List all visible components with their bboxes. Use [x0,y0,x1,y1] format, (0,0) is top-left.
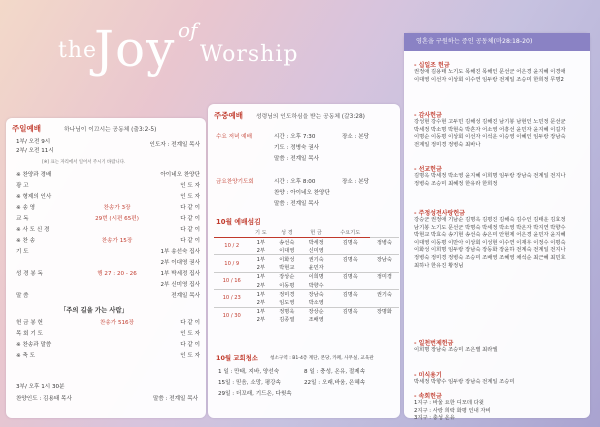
service-item-label: 교 독 [16,216,29,222]
sunday-title: 주일예배 [12,124,41,133]
wednesday-sermon: 말씀 : 전계일 목사 [274,156,320,162]
service-item-label: ※ 축 도 [16,353,36,359]
table-cell [370,281,399,290]
table-cell: 장상순 [272,272,301,281]
table-header-cell: 수요기도 [331,228,370,238]
october-service-title: 10월 예배섬김 [216,218,261,226]
table-cell: 정미경 [370,272,399,281]
service-item [12,247,202,256]
offering-panel [404,33,590,422]
service-item [12,351,202,360]
table-row [214,290,399,299]
service-item-leader: 다 같 이 [180,238,200,244]
table-cell: 임도영 [279,299,295,306]
table-cell: 신미영 [308,247,324,254]
service-item-label: ※ 찬 송 [16,238,36,244]
service-item-detail: 29번 (시편 65편) [95,216,139,222]
table-cell [370,316,399,324]
service-item [12,258,202,267]
table-cell: 조배영 [308,317,324,324]
service-item-leader: 인 도 자 [180,183,200,189]
service-item-label: ※ 찬송과 말씀 [16,342,52,348]
service-item-leader: 1부 박세정 집사 [160,271,200,277]
service-item [12,318,202,327]
table-cell [370,264,399,273]
cleaning-29: 29일 : 더꼬래, 기드온, 다윗속 [218,391,292,397]
offering-section-names: 김명옥 박세정 박소영 윤지혜 이희명 임두랑 장남숙 전계일 전지나 정병숙 조승미 최혜정 한유라 한희정 [414,173,566,187]
offering-section-names: 강성현 강수현 고두민 김해성 김해진 남기봉 남현인 노민정 문선균 박세정 박소명 박현숙 박흔자 어소영 어흥선 윤민자 윤지혜 이길자 이명순 이동평 이상회 이선자 이석운 이승영 이혜인 임두랑 장남숙 전계일 정미경 정병숙 최바나 [414,119,566,148]
table-cell: 2부 [256,299,265,306]
service-item [12,214,202,223]
offering-section-title: - 속회헌금 [414,393,442,400]
service-item-leader: 인 도 자 [180,353,200,359]
table-cell: 1부 [249,307,272,316]
service-item-leader: 다 같 이 [180,227,200,233]
table-cell: 1부 [249,272,272,281]
service-item-leader: 아이네오 찬양단 [160,172,200,178]
table-cell [331,316,370,324]
service-item-leader: 1부 송선숙 집사 [160,249,200,255]
table-cell: 김명옥 [331,272,370,281]
service-item-leader: 다 같 이 [180,216,200,222]
offering-section-title: - 미식용기 [414,372,442,379]
table-row [214,238,399,247]
service-item-leader: 다 같 이 [180,342,200,348]
offering-section-names: 이희명 장남숙 조승미 조은별 최라엘 [414,347,498,353]
service-date: 10 / 23 [214,290,249,307]
youth-service-time: 3부/ 오후 1시 30분 [16,384,65,390]
offering-section-title: - 십일조 헌금 [414,62,450,69]
service-item [12,329,202,338]
friday-sermon: 말씀 : 전계일 목사 [274,201,320,207]
table-cell: 2부 [256,282,265,289]
service-item [12,225,202,234]
cleaning-22: 22일 : 오래,바움, 은혜속 [304,380,366,386]
sunday-leader: 인도자 : 전계일 목사 [149,142,200,148]
service-item [12,291,202,300]
wednesday-prayer: 기도 : 정병숙 권사 [274,145,320,151]
table-cell [331,264,370,273]
service-date: 10 / 2 [214,238,249,255]
table-cell: 김명옥 [331,238,370,247]
table-cell: 윤민자 [308,265,324,272]
cleaning-1: 1 일 : 만태, 지바, 양선숙 [218,369,280,375]
cleaning-15: 15일 : 믿음, 소망, 평강속 [218,380,281,386]
table-header-cell [214,228,249,238]
service-item-label: 목 회 기 도 [16,331,43,337]
service-item-detail: 찬송가 516장 [99,320,135,326]
sunday-subtitle: 하나님이 이끄시는 공동체 (출3:2-5) [64,127,157,133]
table-cell: 김종열 [279,317,295,324]
service-item [12,181,202,190]
service-item-label: ※ 사 도 신 경 [16,227,50,233]
october-service-table [214,228,399,324]
table-cell: 김명옥 [331,255,370,264]
cleaning-area: 청소구역 : B1-4층 계단, 본당, 카페, 사무실, 교육관 [270,356,374,361]
table-cell: 박소영 [308,299,324,306]
table-row [214,272,399,281]
offering-section-names: 박세정 박향수 임두랑 장남숙 전계일 조승미 [414,379,515,385]
service-item-label: 헌 금 봉 헌 [16,320,43,326]
service-item-detail: 찬송가 15장 [101,238,133,244]
service-item-detail: 찬송가 3장 [103,205,131,211]
weekday-subtitle: 성령님의 인도하심을 받는 공동체 (갈3:28) [256,114,365,120]
sermon-title: 「주의 길을 가는 사람」 [60,307,128,314]
table-cell [331,298,370,307]
table-cell: 장상순 [301,307,330,316]
offering-section-title: - 일천번제헌금 [414,340,454,347]
table-cell: 송선숙 [272,238,301,247]
service-item-leader: 전계일 목사 [171,293,200,299]
table-cell: 김명옥 [331,290,370,299]
service-item [12,192,202,201]
table-cell: 장명화 [370,307,399,316]
title-of: of [178,18,198,42]
service-item-leader: 다 같 이 [180,320,200,326]
service-item [12,280,202,289]
service-date: 10 / 9 [214,255,249,272]
table-cell: 이희명 [301,272,330,281]
table-cell: 김명옥 [331,307,370,316]
service-item-leader: 2부 이대영 권사 [160,260,200,266]
service-item-label: ※ 형제의 인사 [16,194,52,200]
table-cell: 정명욱 [272,307,301,316]
table-cell: 장남숙 [301,290,330,299]
table-cell: 박세정 [301,238,330,247]
table-cell: 장남숙 [370,255,399,264]
service-item [12,170,202,179]
sunday-worship-panel [6,118,206,418]
service-item [12,269,202,278]
wednesday-place: 장소 : 본당 [342,134,370,140]
table-cell: 박현교 [279,265,295,272]
service-date: 10 / 30 [214,307,249,324]
friday-praise: 찬양 : 아이네오 찬양단 [274,190,330,196]
table-cell: 정병숙 [370,238,399,247]
table-cell: 2부 [256,317,265,324]
service-item-leader: 인 도 자 [180,331,200,337]
service-item [12,340,202,349]
table-cell [331,281,370,290]
offering-section-names: 강승군 권정애 기남순 김명옥 김평진 김해숙 김수인 김태운 김효정 남기봉 노기도 문선군 박명숙 박세정 박소영 박온자 박지연 박향수 박현교 박효숙 송기현 송선숙 송은미 안현제 어은경 윤민자 윤지혜 이대영 이동평 이만아 이상회 이성현 이수연 이재우 이정수 이평숙 이화성 이희명 임두랑 장남숙 장동화 장윤하 전계숙 전계일 전지나 정병숙 정미경 정병숙 조승미 조배영 조혜영 채석순 최근혜 최민호 최하나 한유진 황정님 [414,217,566,269]
table-cell: 이대영 [279,247,295,254]
service-item-leader: 인 도 자 [180,194,200,200]
service-time-2: 2부/ 오전 11시 [16,148,54,154]
cleaning-title: 10월 교회청소 [216,354,258,362]
service-item-leader: 2부 신미영 집사 [160,282,200,288]
table-header-cell: 성 경 [272,228,301,238]
youth-preacher: 말씀 : 전계일 목사 [152,396,198,402]
table-cell: 박향수 [308,282,324,289]
weekday-worship-panel [208,104,400,418]
service-item-label: 광 고 [16,183,29,189]
offering-section-names: 권정애 김용태 노기도 목해진 목해인 문선군 어은경 윤지혜 이경애 이대영 이선자 이상회 이수연 임두랑 전계일 조승미 한희정 무명2 [414,69,566,83]
table-cell [331,246,370,255]
service-item-label: 말 씀 [16,293,29,299]
wednesday-time: 시간 : 오후 7:30 [274,134,316,140]
service-item-label: ※ 송 영 [16,205,36,211]
service-item-leader: 다 같 이 [180,205,200,211]
table-cell: 1부 [249,290,272,299]
table-row [214,255,399,264]
table-header-cell: 헌 금 [301,228,330,238]
friday-label: 금요찬양기도회 [216,179,254,185]
table-cell: 1부 [249,238,272,247]
service-item-label: 성 경 봉 독 [16,271,43,277]
weekday-title: 주중예배 [214,111,243,120]
service-item [12,236,202,245]
title-joy: Joy [94,20,176,78]
table-cell: 2부 [256,247,265,254]
friday-time: 시간 : 오후 8:00 [274,179,316,185]
title-worship: Worship [200,42,299,67]
standing-note: [※] 표는 자리에서 일어서 주시기 바랍니다. [42,160,126,165]
offering-section-title: - 주정성전사랑헌금 [414,210,465,217]
service-item-label: 기 도 [16,249,29,255]
offering-section-names: 1지구 : 바울 요한 디모데 다윗 2지구 : 사랑 희락 화평 인내 자비 3지구 : 충성 온유 [414,400,491,422]
table-row [214,307,399,316]
table-cell: 이화성 [272,255,301,264]
service-item [12,203,202,212]
table-cell: 2부 [256,265,265,272]
offering-section-title: - 선교헌금 [414,166,442,173]
wednesday-label: 수요 저녁 예배 [216,134,252,140]
table-cell [370,246,399,255]
service-item-detail: 행 27 : 20 - 26 [97,271,137,277]
cleaning-8: 8 일 : 충성, 온유, 절제속 [304,369,366,375]
friday-place: 장소 : 본당 [342,179,370,185]
table-cell: 이동평 [279,282,295,289]
offering-section-title: - 감사헌금 [414,112,442,119]
table-header-cell: 기 도 [249,228,272,238]
table-cell [370,298,399,307]
service-time-1: 1부/ 오전 9시 [16,139,51,145]
service-item-label: ※ 찬양과 경배 [16,172,52,178]
table-cell: 정미경 [272,290,301,299]
table-cell: 권기숙 [301,255,330,264]
title-the: the [58,38,98,63]
youth-praise-leader: 찬양인도 : 김용태 목사 [16,396,72,402]
offering-header: 영혼을 구원하는 증인 공동체(마28:18-20) [404,33,590,51]
service-date: 10 / 16 [214,272,249,289]
table-cell: 1부 [249,255,272,264]
table-cell: 권기숙 [370,290,399,299]
